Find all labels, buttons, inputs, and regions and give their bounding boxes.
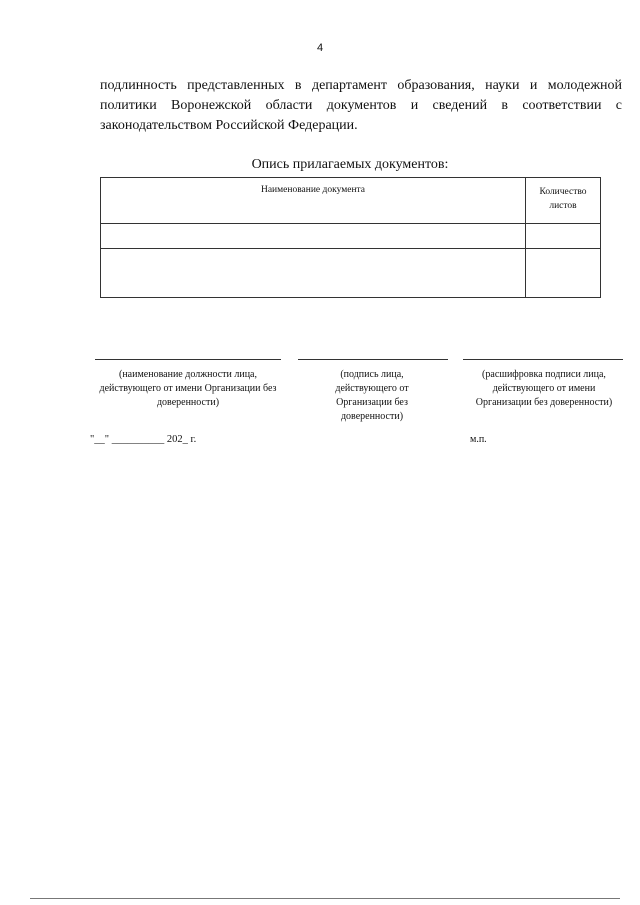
signature-line-position (95, 359, 281, 360)
signature-line-decryption (463, 359, 623, 360)
header-document-name: Наименование документа (101, 178, 526, 224)
cell-document-name (101, 249, 526, 298)
date-line: "__" __________ 202_ г. (90, 434, 197, 445)
signature-caption-position: (наименование должности лица, действующего от имени Организации без доверенности) (99, 369, 277, 408)
cell-sheet-count (526, 224, 601, 249)
table-header-row (101, 178, 601, 224)
bottom-rule (30, 898, 620, 899)
table-row (101, 249, 601, 298)
header-sheet-count: Количество листов (526, 178, 601, 224)
signature-caption-signature: (подпись лица, действующего от Организации без доверенности) (335, 369, 409, 422)
page-number: 4 (316, 42, 324, 54)
seal-mark: м.п. (470, 434, 487, 445)
signature-caption-decryption: (расшифровка подписи лица, действующего от имени Организации без доверенности) (475, 369, 613, 408)
intro-paragraph: подлинность представленных в департамент образования, науки и молодежной политики Воронежской области документов и сведений в соответствии с законодательством Российской Федерации. (100, 78, 622, 133)
signature-line-signature (298, 359, 448, 360)
cell-sheet-count (526, 249, 601, 298)
inventory-title: Опись прилагаемых документов: (251, 157, 449, 172)
cell-document-name (101, 224, 526, 249)
table-row (101, 224, 601, 249)
documents-inventory-table (100, 177, 601, 298)
